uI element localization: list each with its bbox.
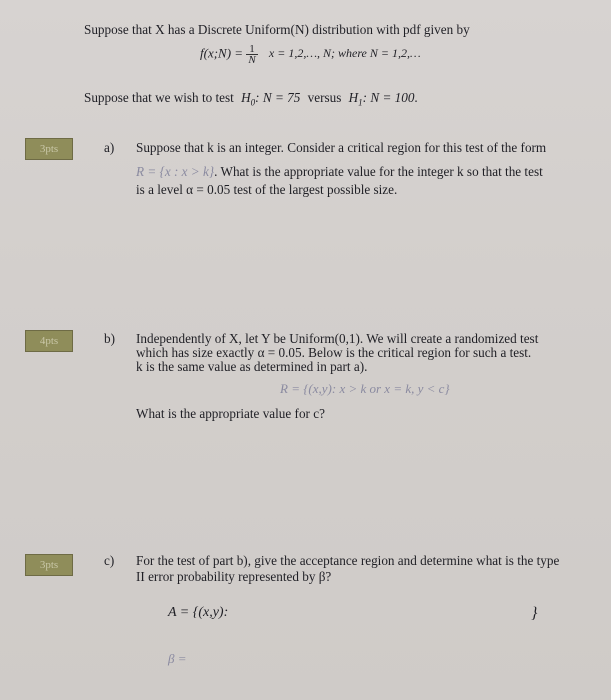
acceptance-brace-close: } [531, 605, 538, 622]
h1-subscript: 1 [358, 97, 363, 108]
pdf-formula [200, 44, 421, 65]
part-b-line-2: which has size exactly α = 0.05. Below is the critical region for such a test. [136, 345, 532, 360]
part-a-line-2 [136, 164, 543, 180]
alt-hypothesis [348, 90, 418, 108]
part-b-critical-region: R = {(x,y): x > k or x = k, y < c} [280, 381, 450, 396]
h0-value: : N = 75 [255, 90, 301, 105]
h0-symbol: H [241, 90, 251, 105]
pdf-numerator: 1 [246, 44, 257, 55]
part-c-line-1: For the test of part b), give the acceptance region and determine what is the type [136, 553, 560, 568]
part-a-label: a) [104, 140, 115, 155]
period: . [414, 90, 418, 105]
part-b-question: What is the appropriate value for c? [136, 406, 325, 421]
h1-symbol: H [348, 90, 359, 105]
part-c-line-2: II error probability represented by β? [136, 569, 332, 584]
versus-word: versus [307, 90, 342, 105]
hypotheses-line [84, 90, 418, 108]
points-badge-a: 3pts [25, 138, 73, 160]
pdf-lhs: f(x;N) = [200, 45, 244, 61]
beta-answer: β = [168, 651, 187, 666]
part-a-critical-region: R = {x : x > k} [136, 164, 215, 179]
part-b-line-1: Independently of X, let Y be Uniform(0,1). We will create a randomized test [136, 331, 539, 346]
pdf-denominator: N [248, 54, 256, 66]
points-badge-c: 3pts [25, 554, 73, 576]
h1-value: : N = 100 [362, 90, 415, 105]
intro-line-2: Suppose that we wish to test [84, 90, 234, 105]
part-c-label: c) [104, 553, 115, 568]
points-badge-b: 4pts [25, 330, 73, 352]
null-hypothesis [241, 90, 301, 108]
pdf-support: x = 1,2,…, N; where N = 1,2,… [268, 46, 421, 61]
acceptance-region: A = {(x,y): [168, 605, 229, 620]
intro-line-1: Suppose that X has a Discrete Uniform(N) distribution with pdf given by [84, 22, 470, 37]
part-a-line-1: Suppose that k is an integer. Consider a critical region for this test of the form [136, 140, 547, 155]
part-b-label: b) [104, 331, 115, 346]
h0-subscript: 0 [250, 97, 256, 108]
part-a-line-2-text: . What is the appropriate value for the integer k so that the test [214, 164, 543, 179]
part-b-line-3: k is the same value as determined in part a). [136, 359, 368, 374]
pdf-fraction [246, 44, 257, 65]
part-a-line-3: is a level α = 0.05 test of the largest possible size. [136, 182, 398, 197]
